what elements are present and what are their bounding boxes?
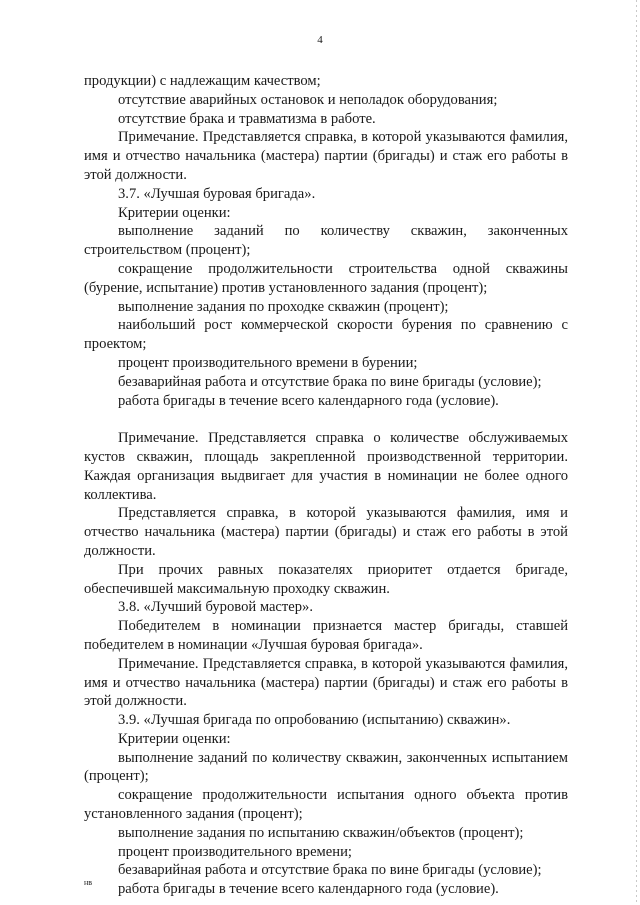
section-heading-3-8: 3.8. «Лучший буровой мастер». <box>118 599 314 616</box>
criteria-item: выполнение заданий по количеству скважин, законченных испытанием (процент); <box>84 749 568 785</box>
criteria-item: безаварийная работа и отсутствие брака по вине бригады (условие); <box>118 373 542 390</box>
paragraph: продукции) с надлежащим качеством; <box>84 73 321 89</box>
note-paragraph: Примечание. Представляется справка о количестве обслуживаемых кустов скважин, площадь закрепленной производственной территории. Каждая организация выдвигает для участия в номинации не более одного коллектива. <box>84 430 568 503</box>
criteria-item: работа бригады в течение всего календарного года (условие). <box>118 881 499 898</box>
paragraph: При прочих равных показателях приоритет отдается бригаде, обеспечившей максимальную проходку скважин. <box>84 561 568 597</box>
note-paragraph: Примечание. Представляется справка, в которой указываются фамилия, имя и отчество начальника (мастера) партии (бригады) и стаж его работы в этой должности. <box>84 129 568 183</box>
criteria-item: выполнение задания по испытанию скважин/объектов (процент); <box>118 824 524 841</box>
page-number: 4 <box>317 34 323 46</box>
criteria-item: процент производительного времени; <box>118 843 352 860</box>
criteria-label: Критерии оценки: <box>118 204 231 221</box>
criteria-item: безаварийная работа и отсутствие брака по вине бригады (условие); <box>118 862 542 879</box>
section-heading-3-7: 3.7. «Лучшая буровая бригада». <box>118 185 316 202</box>
footer-mark: нв <box>84 878 93 887</box>
criteria-item: сокращение продолжительности испытания одного объекта против установленного задания (процент); <box>84 787 568 823</box>
paragraph: отсутствие аварийных остановок и неполадок оборудования; <box>118 91 498 108</box>
paragraph: отсутствие брака и травматизма в работе. <box>118 110 376 127</box>
criteria-item: работа бригады в течение всего календарного года (условие). <box>118 392 499 409</box>
criteria-item: выполнение задания по проходке скважин (процент); <box>118 298 449 315</box>
criteria-item: процент производительного времени в бурении; <box>118 354 418 371</box>
section-heading-3-9: 3.9. «Лучшая бригада по опробованию (испытанию) скважин». <box>118 712 511 729</box>
note-paragraph: Примечание. Представляется справка, в которой указываются фамилия, имя и отчество начальника (мастера) партии (бригады) и стаж его работы в этой должности. <box>84 655 568 710</box>
document-body <box>84 72 568 899</box>
paragraph: Представляется справка, в которой указываются фамилия, имя и отчество начальника (мастера) партии (бригады) и стаж его работы в этой должности. <box>84 505 568 559</box>
criteria-item: сокращение продолжительности строительства одной скважины (бурение, испытание) против установленного задания (процент); <box>84 260 568 296</box>
criteria-item: наибольший рост коммерческой скорости бурения по сравнению с проектом; <box>84 317 568 353</box>
criteria-label: Критерии оценки: <box>118 730 231 747</box>
page-edge-divider <box>636 0 637 905</box>
paragraph: Победителем в номинации признается мастер бригады, ставшей победителем в номинации «Лучшая буровая бригада». <box>84 618 568 653</box>
criteria-item: выполнение заданий по количеству скважин, законченных строительством (процент); <box>84 223 568 259</box>
